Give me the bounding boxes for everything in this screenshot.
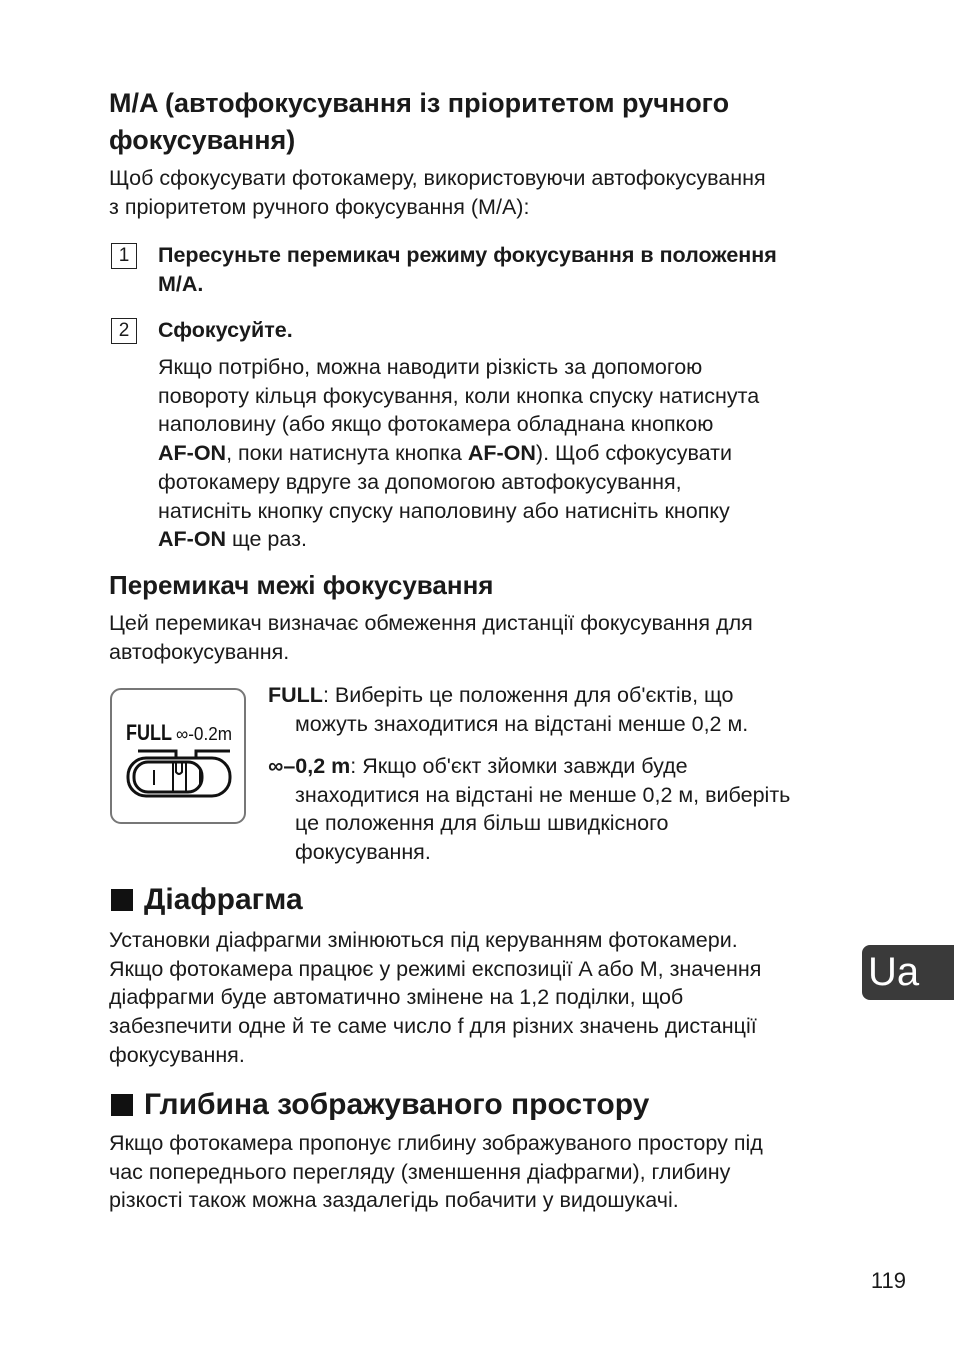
text-line bbox=[158, 410, 759, 439]
text-line bbox=[268, 710, 748, 739]
text-segment: це положення для більш швидкісного bbox=[295, 811, 669, 836]
text-line bbox=[109, 926, 761, 955]
text-line bbox=[268, 838, 790, 867]
text-segment: Якщо потрібно, можна наводити різкість за допомогою bbox=[158, 355, 703, 379]
text-line bbox=[158, 439, 759, 468]
step-number-1: 1 bbox=[111, 243, 137, 269]
text-line bbox=[158, 525, 759, 554]
text-line bbox=[109, 638, 753, 667]
text-segment: повороту кільця фокусування, коли кнопка спуску натиснута bbox=[158, 383, 760, 408]
heading-line: фокусування) bbox=[109, 125, 296, 155]
text-line bbox=[109, 1041, 761, 1070]
section-heading-ma bbox=[109, 85, 729, 159]
text-line bbox=[109, 193, 766, 222]
text-line bbox=[268, 752, 790, 781]
text-line bbox=[109, 1158, 763, 1187]
bold-text: FULL bbox=[268, 683, 323, 707]
text-segment: : Якщо об'єкт зйомки завжди буде bbox=[350, 754, 688, 778]
text-segment: час попереднього перегляду (зменшення діафрагми), глибину bbox=[109, 1159, 731, 1184]
bold-text: AF-ON bbox=[467, 441, 536, 466]
text-segment: з пріоритетом ручного фокусування (M/A): bbox=[109, 194, 530, 219]
text-segment: можуть знаходитися на відстані менше 0,2 м. bbox=[295, 711, 749, 736]
text-line bbox=[109, 609, 753, 638]
switch-label-full: FULL bbox=[126, 720, 172, 745]
text-line bbox=[268, 809, 790, 838]
text-line bbox=[158, 497, 759, 526]
section-bullet-icon bbox=[111, 1094, 133, 1116]
aperture-text bbox=[109, 926, 761, 1070]
text-line bbox=[109, 1012, 761, 1041]
page-number: 119 bbox=[870, 1268, 906, 1293]
text-line bbox=[109, 955, 761, 984]
heading-line: M/A (автофокусування із пріоритетом ручного bbox=[109, 88, 730, 118]
text-segment: фокусування. bbox=[295, 840, 431, 865]
text-line bbox=[268, 781, 790, 810]
section-heading-limit: Перемикач межі фокусування bbox=[109, 570, 494, 600]
text-segment: Установки діафрагми змінюються під керуванням фотокамери. bbox=[109, 928, 738, 952]
text-segment: фокусування. bbox=[109, 1042, 245, 1067]
text-line bbox=[109, 1129, 763, 1158]
dof-text bbox=[109, 1129, 763, 1215]
limit-intro bbox=[109, 609, 753, 666]
switch-label-range: ∞-0.2m bbox=[176, 724, 232, 744]
section-bullet-icon bbox=[111, 889, 133, 911]
text-line bbox=[158, 468, 759, 497]
step-2-body bbox=[158, 353, 759, 554]
text-segment: різкості також можна заздалегідь побачити у видошукачі. bbox=[109, 1188, 679, 1213]
text-segment: наполовину (або якщо фотокамера обладнана кнопкою bbox=[158, 412, 714, 437]
text-segment: натисніть кнопку спуску наполовину або натисніть кнопку bbox=[158, 498, 730, 523]
text-segment: ). Щоб сфокусувати bbox=[535, 441, 732, 466]
text-line bbox=[158, 353, 759, 382]
step-number-2: 2 bbox=[111, 318, 137, 344]
bold-text: AF-ON bbox=[158, 527, 227, 552]
step-title-line: M/A. bbox=[158, 271, 204, 296]
ma-intro bbox=[109, 164, 766, 221]
text-segment: Цей перемикач визначає обмеження дистанції фокусування для bbox=[109, 611, 753, 635]
text-line bbox=[109, 164, 766, 193]
text-segment: фотокамеру вдруге за допомогою автофокусування, bbox=[158, 469, 682, 494]
text-line bbox=[268, 681, 748, 710]
section-heading-aperture: Діафрагма bbox=[144, 883, 303, 916]
text-segment: Якщо фотокамера працює у режимі експозиції A або M, значення bbox=[109, 956, 762, 981]
text-segment: автофокусування. bbox=[109, 639, 290, 664]
focus-limit-switch-illustration bbox=[110, 688, 246, 824]
definition-full bbox=[268, 681, 748, 738]
step-2-title: Сфокусуйте. bbox=[158, 318, 293, 342]
bold-text: AF-ON bbox=[158, 441, 227, 466]
text-segment: ще раз. bbox=[226, 527, 307, 552]
text-line bbox=[109, 1186, 763, 1215]
text-line bbox=[109, 983, 761, 1012]
text-line bbox=[158, 382, 759, 411]
text-segment: забезпечити одне й те саме число f для різних значень дистанції bbox=[109, 1014, 757, 1039]
language-tab: Ua bbox=[862, 945, 954, 1000]
text-segment: , поки натиснута кнопка bbox=[226, 441, 468, 466]
text-segment: Якщо фотокамера пропонує глибину зображуваного простору під bbox=[109, 1131, 763, 1155]
step-title-line: Пересуньте перемикач режиму фокусування в положення bbox=[158, 243, 777, 267]
text-segment: діафрагми буде автоматично змінене на 1,2 поділки, щоб bbox=[109, 985, 684, 1010]
bold-text: ∞–0,2 m bbox=[268, 754, 351, 778]
text-segment: знаходитися на відстані не менше 0,2 м, виберіть bbox=[295, 782, 791, 807]
text-segment: Щоб сфокусувати фотокамеру, використовуючи автофокусування bbox=[109, 166, 766, 190]
step-1-title bbox=[158, 241, 777, 298]
text-segment: : Виберіть це положення для об'єктів, що bbox=[322, 683, 734, 707]
section-heading-dof: Глибина зображуваного простору bbox=[144, 1088, 650, 1121]
definition-infinity bbox=[268, 752, 790, 867]
